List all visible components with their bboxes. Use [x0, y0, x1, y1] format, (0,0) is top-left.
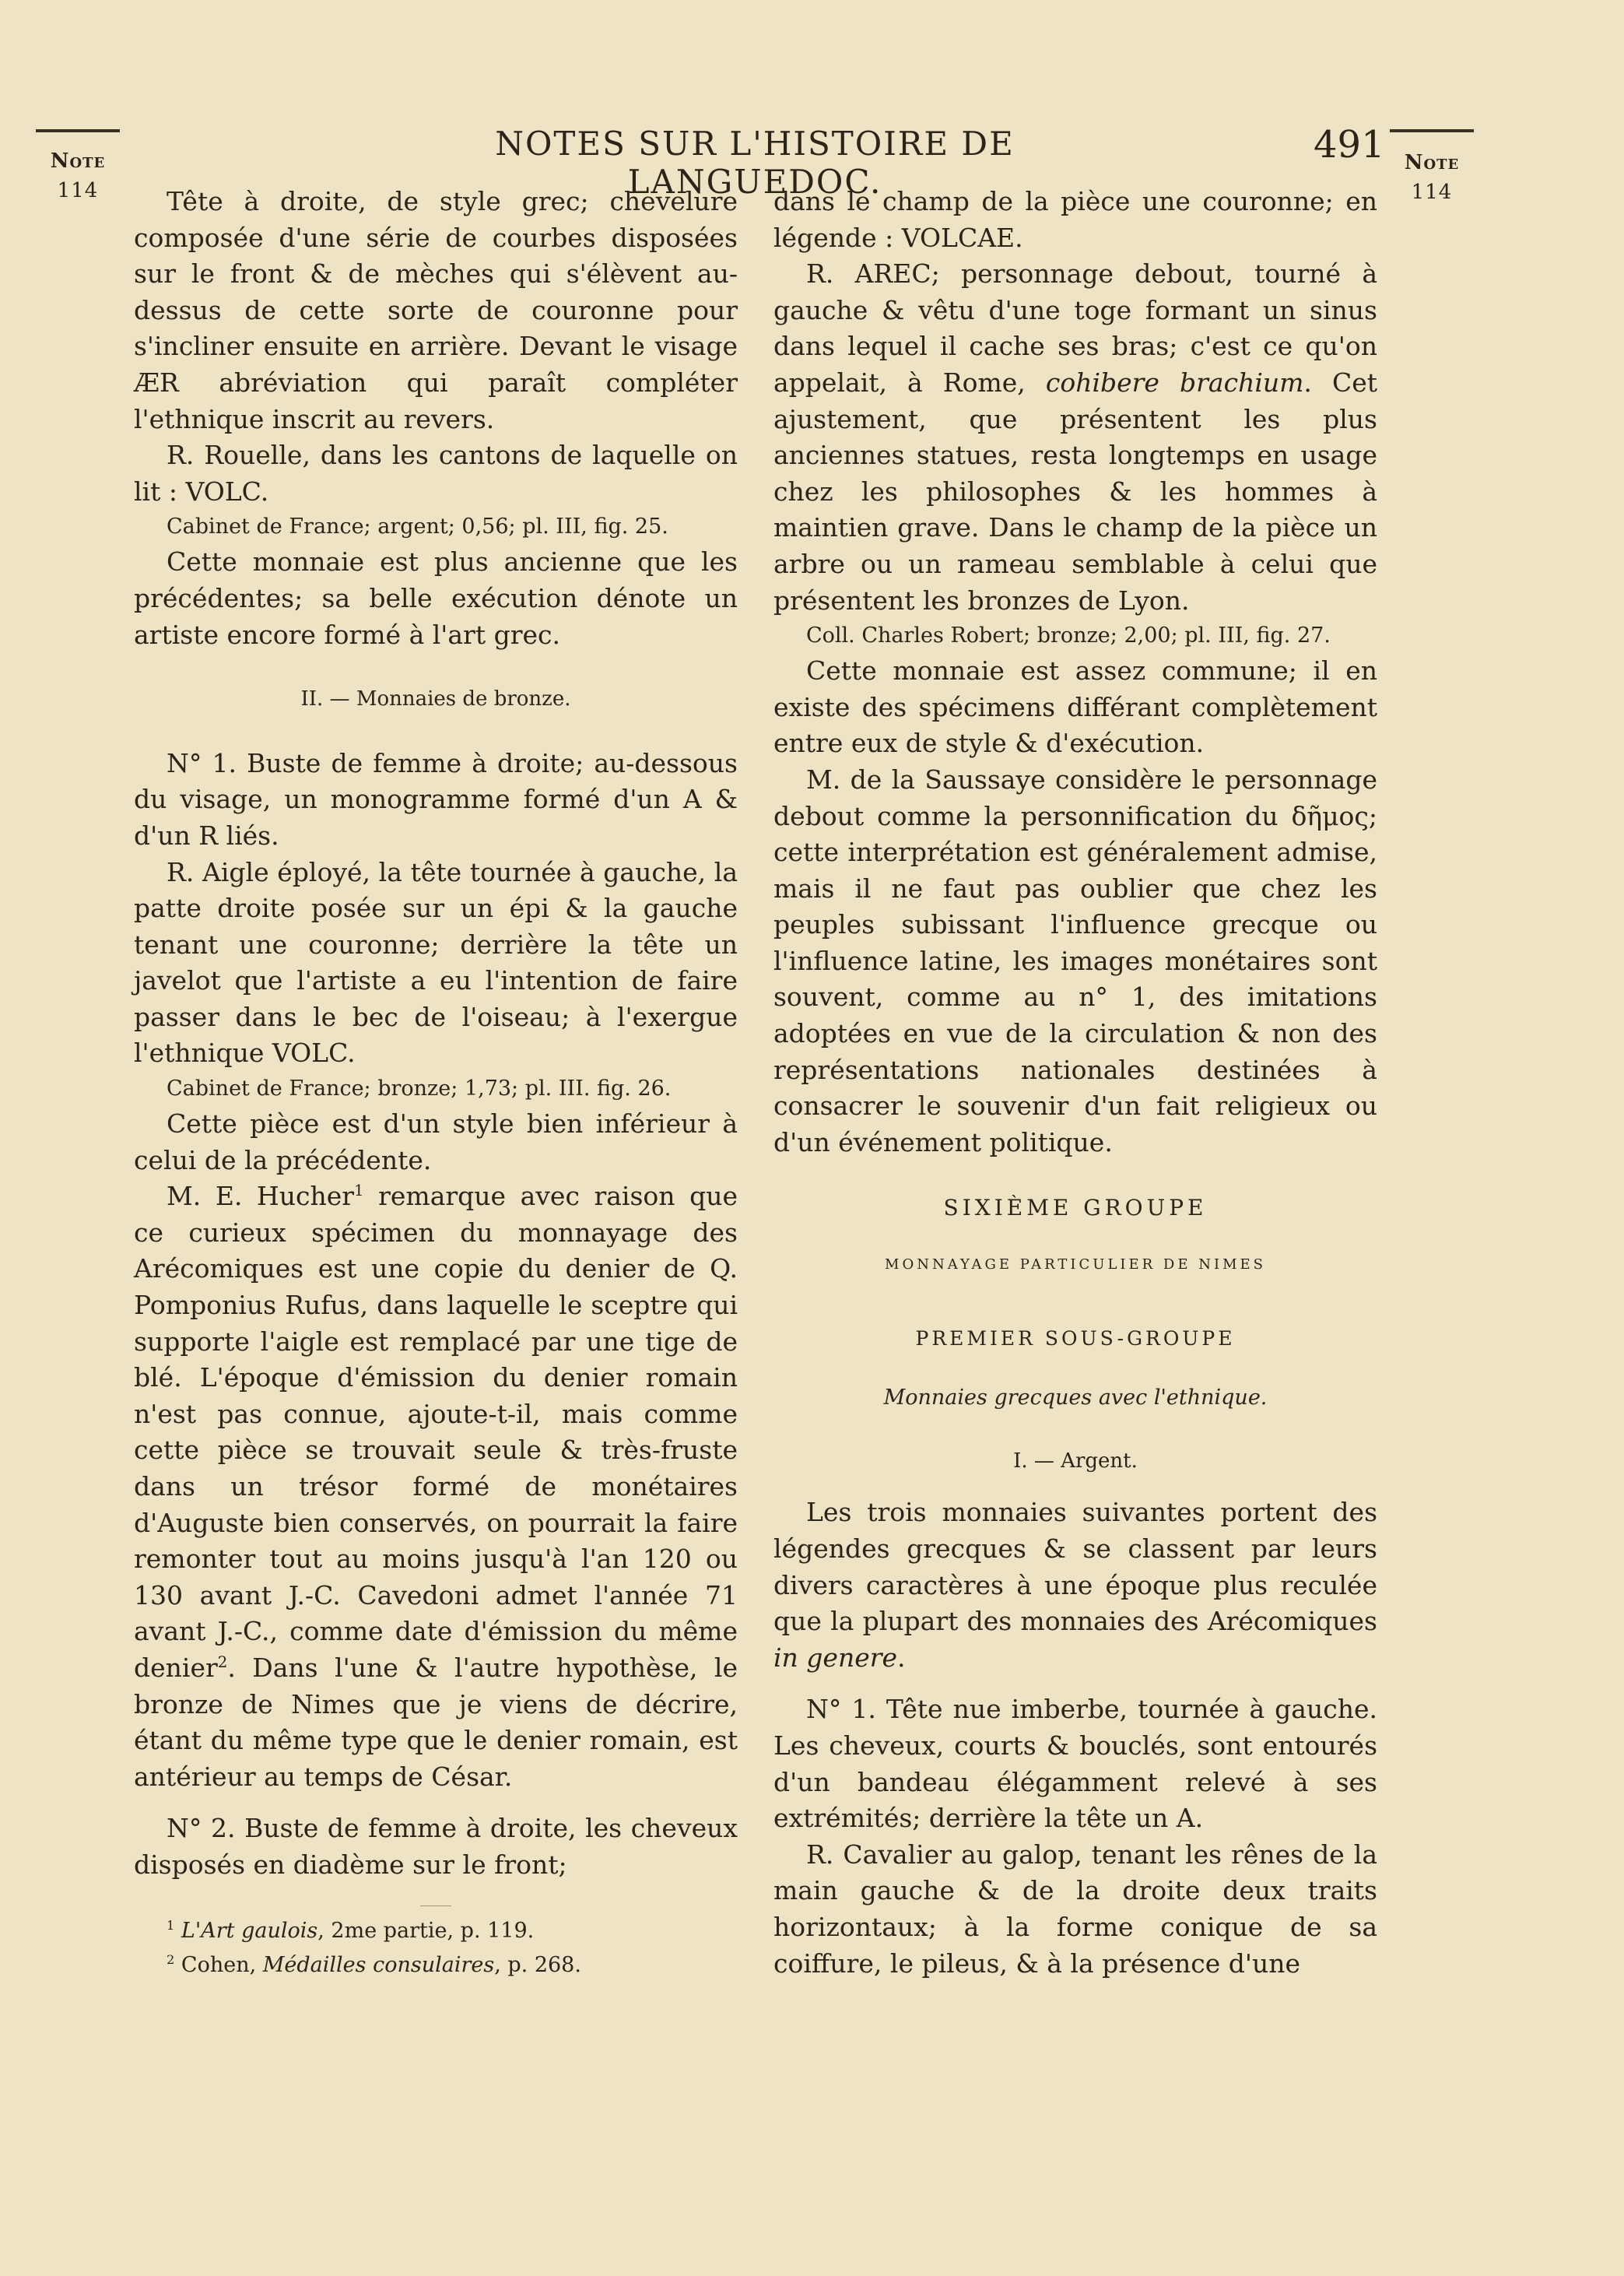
group-title: SIXIÈME GROUPE	[943, 1195, 1208, 1221]
paragraph: R. Cavalier au galop, tenant les rênes de la main gauche & de la droite deux traits horizontaux; à la forme conique de sa coiffure, le pileus, & à la présence d'une	[773, 1839, 1377, 1979]
spacer	[134, 653, 738, 681]
spacer	[773, 1676, 1377, 1691]
subgroup-caption: Monnaies grecques avec l'ethnique.	[883, 1386, 1268, 1410]
note-rule-right	[1390, 129, 1474, 132]
citation: Coll. Charles Robert; bronze; 2,00; pl. III, fig. 27.	[806, 623, 1331, 648]
subgroup-title: PREMIER SOUS-GROUPE	[915, 1326, 1236, 1350]
revers-label: R.	[806, 1839, 834, 1870]
margin-note-right	[1387, 148, 1477, 207]
footnote: $^1$ L'Art gaulois, 2me partie, p. 119.	[167, 1917, 535, 1943]
note-number: 114	[57, 179, 99, 202]
revers-label: R.	[806, 258, 834, 290]
paragraph: dans le champ de la pièce une couronne; en légende : VOLCAE.	[773, 186, 1377, 253]
footnote-rule	[420, 1905, 451, 1906]
page-number: 491	[1314, 123, 1385, 167]
section-heading: I. — Argent.	[1013, 1449, 1138, 1473]
footnote-ref: 1	[354, 1182, 364, 1200]
paragraph: R. Rouelle, dans les cantons de laquelle on lit : VOLC.	[134, 440, 738, 507]
revers-label: R.	[167, 856, 195, 887]
paragraph: N° 1. Tête nue imberbe, tournée à gauche. Les cheveux, courts & bouclés, sont entourés d'un bandeau élégamment relevé à ses extrémités; derrière la tête un A.	[773, 1694, 1377, 1834]
paragraph: Cette monnaie est assez commune; il en existe des spécimens différant complètement entre eux de style & d'exécution.	[773, 655, 1377, 759]
paragraph: Cette pièce est d'un style bien inférieur à celui de la précédente.	[134, 1108, 738, 1175]
paragraph: Les trois monnaies suivantes portent des légendes grecques & se classent par leurs divers caractères à une époque plus reculée que la plupart des monnaies des Arécomiques in genere.	[773, 1497, 1377, 1673]
item-number: N° 1.	[806, 1694, 876, 1725]
running-header: NOTES SUR L'HISTOIRE DE LANGUEDOC.	[495, 125, 1015, 201]
note-label: Note	[50, 149, 106, 173]
citation: Cabinet de France; bronze; 1,73; pl. III. fig. 26.	[167, 1077, 672, 1101]
spacer	[773, 1479, 1377, 1495]
paragraph: Tête à droite, de style grec; chevelure composée d'une série de courbes disposées sur le front & de mèches qui s'élèvent au-dessus de cette sorte de couronne pour s'incliner ensuite en arrière. Devant le visage ÆR abréviation qui paraît compléter l'ethnique inscrit au revers.	[134, 186, 738, 434]
paragraph: M. E. Hucher$^1$ remarque avec raison que ce curieux spécimen du monnayage des Arécomiques est une copie du denier de Q. Pomponius Rufus, dans laquelle le sceptre qui supporte l'aigle est remplacé par une tige de blé. L'époque d'émission du denier romain n'est pas connue, ajoute-t-il, mais comme cette pièce se trouvait seule & très-fruste dans un trésor formé de monétaires d'Auguste bien conservés, on pourrait la faire remonter tout au moins jusqu'à l'an 120 ou 130 avant J.-C. Cavedoni admet l'année 71 avant J.-C., comme date d'émission du même denier$^2$. Dans l'une & l'autre hypothèse, le bronze de Nimes que je viens de décrire, étant du même type que le denier romain, est antérieur au temps de César.	[134, 1181, 738, 1792]
revers-label: R.	[167, 440, 195, 471]
note-number: 114	[1411, 181, 1453, 204]
right-column	[773, 184, 1377, 1982]
footnote-ref: 2	[217, 1653, 228, 1671]
margin-note-left	[33, 146, 123, 205]
footnote: $^2$ Cohen, Médailles consulaires, p. 268.	[167, 1951, 581, 1977]
greek-word: δῆμος	[1291, 800, 1369, 831]
paragraph: Cette monnaie est plus ancienne que les précédentes; sa belle exécution dénote un artiste encore formé à l'art grec.	[134, 546, 738, 650]
item-number: N° 1.	[167, 747, 237, 778]
paragraph: R. Aigle éployé, la tête tournée à gauche, la patte droite posée sur un épi & la gauche tenant une couronne; derrière la tête un javelot que l'artiste a eu l'intention de faire passer dans le bec de l'oiseau; à l'exergue l'ethnique VOLC.	[134, 856, 738, 1069]
note-label: Note	[1404, 151, 1460, 174]
left-column	[134, 184, 738, 1983]
paragraph: N° 1. Buste de femme à droite; au-dessous du visage, un monogramme formé d'un A & d'un R liés.	[134, 747, 738, 851]
item-number: N° 2.	[167, 1813, 236, 1844]
group-subtitle: MONNAYAGE PARTICULIER DE NIMES	[885, 1256, 1266, 1273]
section-heading: II. — Monnaies de bronze.	[300, 687, 571, 711]
paragraph: R. AREC; personnage debout, tourné à gauche & vêtu d'une toge formant un sinus dans lequel il cache ses bras; c'est ce qu'on appelait, à Rome, cohibere brachium. Cet ajustement, que présentent les plus anciennes statues, resta longtemps en usage chez les philosophes & les hommes à maintien grave. Dans le champ de la pièce un arbre ou un rameau semblable à celui que présentent les bronzes de Lyon.	[773, 258, 1378, 616]
paragraph: M. de la Saussaye considère le personnage debout comme la personnification du δῆμος; cette interprétation est généralement admise, mais il ne faut pas oublier que chez les peuples subissant l'influence grecque ou l'influence latine, les images monétaires sont souvent, comme au n° 1, des imitations adoptées en vue de la circulation & non des représentations nationales destinées à consacrer le souvenir d'un fait religieux ou d'un événement politique.	[773, 764, 1377, 1157]
note-rule-left	[36, 129, 120, 132]
spacer	[134, 718, 738, 746]
spacer	[134, 1795, 738, 1811]
paragraph: N° 2. Buste de femme à droite, les cheveux disposés en diadème sur le front;	[134, 1813, 738, 1880]
citation: Cabinet de France; argent; 0,56; pl. III, fig. 25.	[167, 515, 668, 539]
